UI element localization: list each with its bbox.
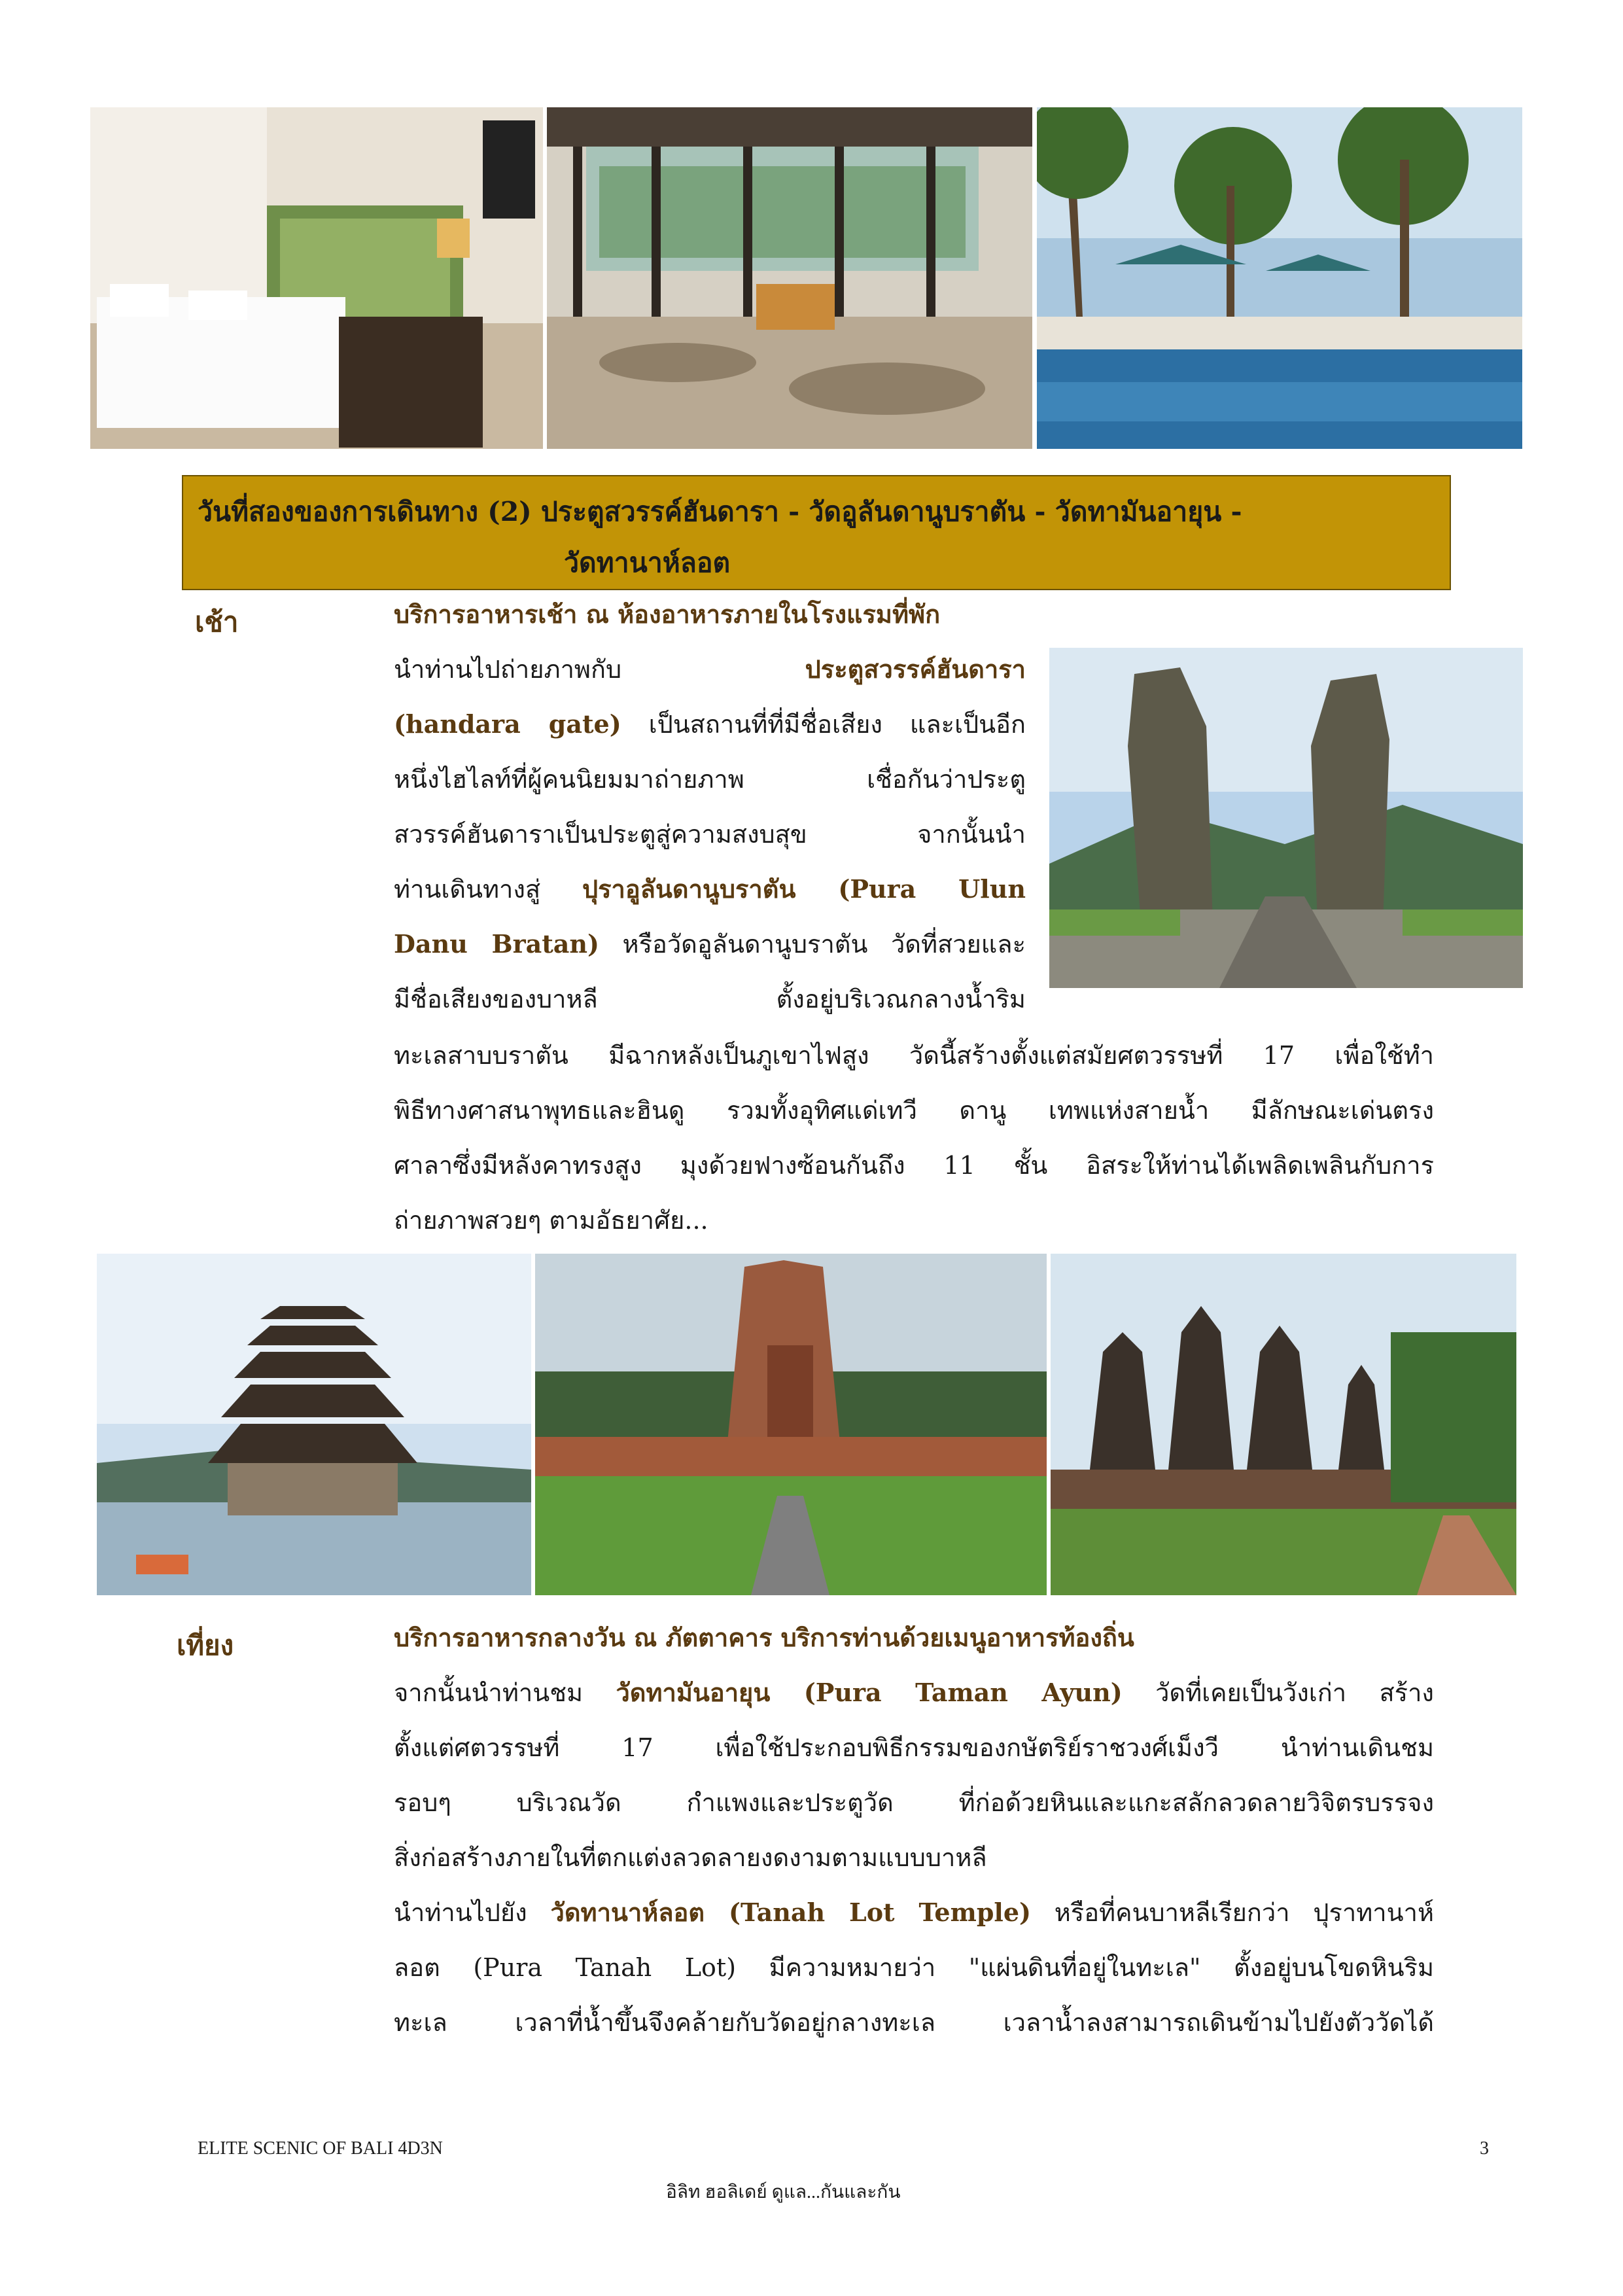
noon-text-line: รอบๆ บริเวณวัด กำแพงและประตูวัด ที่ก่อด้วยหินและแกะสลักลวดลายวิจิตรบรรจง xyxy=(394,1788,1434,1817)
temple-pagodas-photo xyxy=(1051,1254,1516,1595)
noon-text-line: ลอต (Pura Tanah Lot) มีความหมายว่า "แผ่นดินที่อยู่ในทะเล" ตั้งอยู่บนโขดหินริม xyxy=(394,1953,1434,1982)
noon-label: เที่ยง xyxy=(177,1629,234,1661)
morning-text-line: นำท่านไปถ่ายภาพกับ ประตูสวรรค์ฮันดารา xyxy=(394,654,1026,684)
ulun-danu-name: ปุราอูลันดานูบราตัน (Pura Ulun xyxy=(582,874,1026,904)
footer-tagline: อิลิท ฮอลิเดย์ ดูแล...กันและกัน xyxy=(666,2182,901,2202)
morning-text-line: ศาลาซึ่งมีหลังคาทรงสูง มุงด้วยฟางซ้อนกันถึง 11 ชั้น อิสระให้ท่านได้เพลิดเพลินกับการ xyxy=(394,1151,1434,1180)
taman-ayun-temple-photo xyxy=(535,1254,1047,1595)
page-number: 3 xyxy=(1480,2138,1489,2159)
day-title-line-1: วันที่สองของการเดินทาง (2) ประตูสวรรค์ฮันดารา - วัดอูลันดานูบราตัน - วัดทามันอายุน - xyxy=(198,496,1242,527)
morning-text-line: (handara gate) เป็นสถานที่ที่มีชื่อเสียง และเป็นอีก xyxy=(394,709,1026,739)
noon-text-line: ทะเล เวลาที่น้ำขึ้นจึงคล้ายกับวัดอยู่กลางทะเล เวลาน้ำลงสามารถเดินข้ามไปยังตัววัดได้ xyxy=(394,2008,1434,2037)
day-title-line-2: วัดทานาห์ลอต xyxy=(564,547,731,578)
footer-tour-title: ELITE SCENIC OF BALI 4D3N xyxy=(198,2138,443,2159)
morning-text-line: Danu Bratan) หรือวัดอูลันดานูบราตัน วัดที่สวยและ xyxy=(394,929,1026,959)
taman-ayun-name: วัดทามันอายุน (Pura Taman Ayun) xyxy=(616,1678,1123,1707)
morning-text-line: ถ่ายภาพสวยๆ ตามอัธยาศัย... xyxy=(394,1206,708,1235)
day-title-banner xyxy=(182,475,1451,590)
ulun-danu-temple-photo xyxy=(97,1254,531,1595)
morning-text-line: ท่านเดินทางสู่ ปุราอูลันดานูบราตัน (Pura Ulun xyxy=(394,874,1026,904)
morning-label: เช้า xyxy=(195,606,239,638)
hotel-room-photo xyxy=(90,107,543,449)
noon-text-line: นำท่านไปยัง วัดทานาห์ลอต (Tanah Lot Temple) หรือที่คนบาหลีเรียกว่า ปุราทานาห์ xyxy=(394,1898,1434,1927)
morning-text-line: สวรรค์ฮันดาราเป็นประตูสู่ความสงบสุข จากนั้นนำ xyxy=(394,820,1026,849)
handara-gate-name: ประตูสวรรค์ฮันดารา xyxy=(805,654,1026,684)
noon-text-line: สิ่งก่อสร้างภายในที่ตกแต่งลวดลายงดงามตามแบบบาหลี xyxy=(394,1843,987,1872)
morning-text-line: หนึ่งไฮไลท์ที่ผู้คนนิยมมาถ่ายภาพ เชื่อกันว่าประตู xyxy=(394,765,1026,794)
morning-text-line: ทะเลสาบบราตัน มีฉากหลังเป็นภูเขาไฟสูง วัดนี้สร้างตั้งแต่สมัยศตวรรษที่ 17 เพื่อใช้ทำ xyxy=(394,1041,1434,1070)
morning-text-line: มีชื่อเสียงของบาหลี ตั้งอยู่บริเวณกลางน้ำริม xyxy=(394,985,1026,1014)
ulun-danu-english: Danu Bratan) xyxy=(394,929,600,959)
morning-text-line: พิธีทางศาสนาพุทธและฮินดู รวมทั้งอุทิศแด่เทวี ดานู เทพแห่งสายน้ำ มีลักษณะเด่นตรง xyxy=(394,1096,1434,1125)
handara-gate-photo xyxy=(1049,648,1523,988)
lunch-info: บริการอาหารกลางวัน ณ ภัตตาคาร บริการท่านด้วยเมนูอาหารท้องถิ่น xyxy=(394,1623,1134,1652)
breakfast-info: บริการอาหารเช้า ณ ห้องอาหารภายในโรงแรมที่พัก xyxy=(394,599,941,629)
noon-text-line: จากนั้นนำท่านชม วัดทามันอายุน (Pura Taman Ayun) วัดที่เคยเป็นวังเก่า สร้าง xyxy=(394,1678,1434,1707)
restaurant-photo xyxy=(547,107,1032,449)
tanah-lot-name: วัดทานาห์ลอต (Tanah Lot Temple) xyxy=(550,1898,1031,1927)
pool-beach-photo xyxy=(1037,107,1522,449)
handara-gate-english: (handara gate) xyxy=(394,709,621,739)
noon-text-line: ตั้งแต่ศตวรรษที่ 17 เพื่อใช้ประกอบพิธีกรรมของกษัตริย์ราชวงศ์เม็งวี นำท่านเดินชม xyxy=(394,1733,1434,1762)
